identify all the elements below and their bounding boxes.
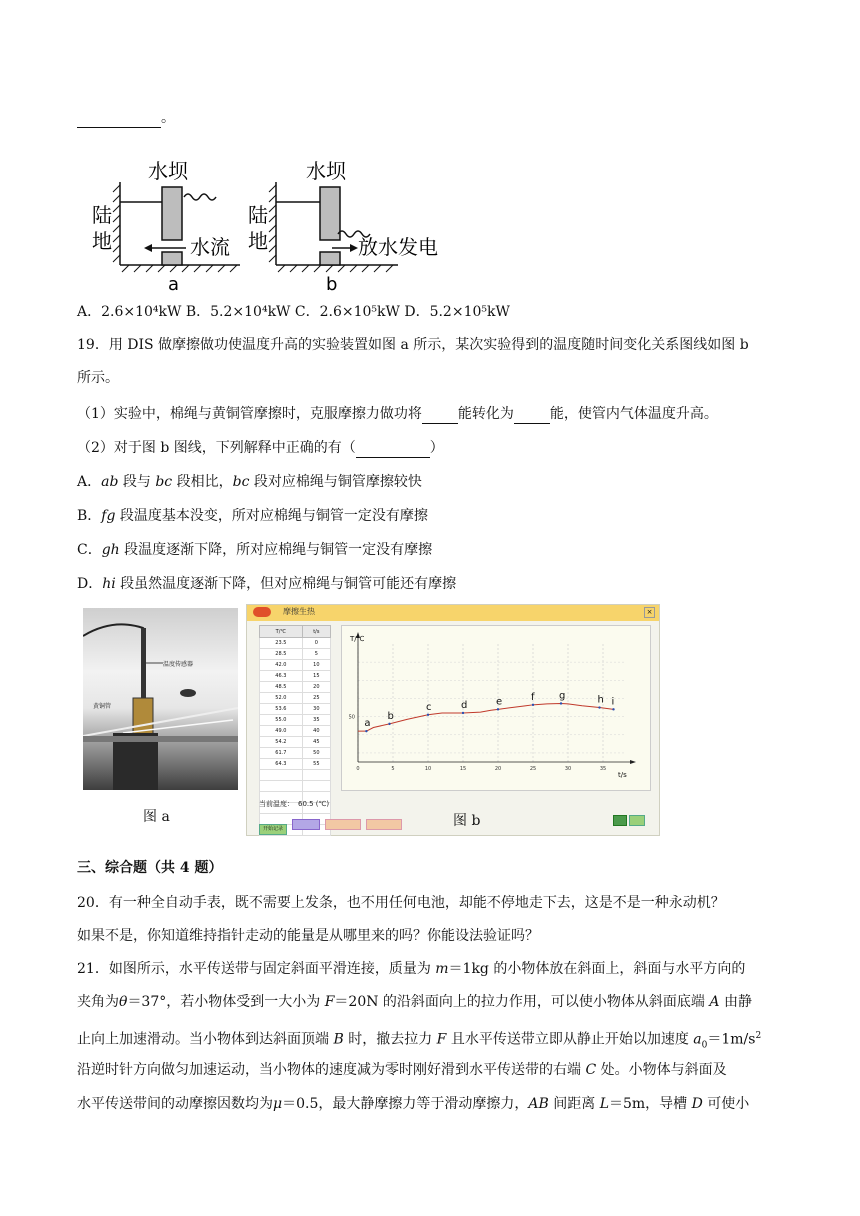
table-header: T/℃ xyxy=(260,626,303,638)
table-cell xyxy=(302,770,330,781)
table-cell: 20 xyxy=(302,682,330,693)
table-row xyxy=(260,748,331,759)
point-marker xyxy=(497,708,499,710)
q21-line4: 沿逆时针方向做匀加速运动，当小物体的速度减为零时刚好滑到水平传送带的右端 C 处。小物体与斜面及 xyxy=(77,1062,727,1078)
window-title: 摩擦生热 xyxy=(283,607,315,616)
table-cell: 46.3 xyxy=(260,671,303,682)
dam-label-b: 水坝 xyxy=(306,159,346,183)
dis-software-window xyxy=(246,604,660,836)
camera-button[interactable] xyxy=(613,815,627,826)
table-cell: 50 xyxy=(302,748,330,759)
view-button[interactable] xyxy=(629,815,645,826)
table-row xyxy=(260,682,331,693)
flow-label-b: 放水发电 xyxy=(358,235,438,259)
x-axis-label: t/s xyxy=(618,771,627,779)
temperature-line xyxy=(358,703,614,731)
stop-record-button[interactable] xyxy=(292,819,320,830)
q21-line3: 止向上加速滑动。当小物体到达斜面顶端 B 时，撤去拉力 F 且水平传送带立即从静止开始以加速度 $a_0=1m/s^2$ xyxy=(77,1031,762,1051)
temperature-chart xyxy=(342,626,650,790)
q19-option-b: B．fg 段温度基本没变，所对应棉绳与铜管一定没有摩擦 xyxy=(77,508,428,524)
point-label: f xyxy=(531,691,535,703)
table-cell: 10 xyxy=(302,660,330,671)
table-cell: 28.5 xyxy=(260,649,303,660)
point-label: b xyxy=(387,710,394,722)
table-cell: 53.6 xyxy=(260,704,303,715)
q19-option-a: A．ab 段与 bc 段相比，bc 段对应棉绳与铜管摩擦较快 xyxy=(77,474,422,490)
table-cell: 0 xyxy=(302,638,330,649)
land-label-a-char2: 地 xyxy=(92,229,112,253)
table-cell: 42.0 xyxy=(260,660,303,671)
point-label: a xyxy=(364,718,371,730)
q21-line2: 夹角为θ＝37°，若小物体受到一大小为 F＝20N 的沿斜面向上的拉力作用，可以使小物体从斜面底端 A 由静 xyxy=(77,994,752,1010)
table-row xyxy=(260,726,331,737)
point-marker xyxy=(560,702,562,704)
current-temperature xyxy=(259,799,329,809)
q19-sub1: （1）实验中，棉绳与黄铜管摩擦时，克服摩擦力做功将 能转化为 能，使管内气体温度升高。 xyxy=(77,406,718,422)
point-label: c xyxy=(426,701,432,713)
app-logo xyxy=(253,607,271,617)
flow-label-a: 水流 xyxy=(190,235,230,259)
table-row xyxy=(260,671,331,682)
point-marker xyxy=(365,730,367,732)
apparatus-photo xyxy=(83,608,238,790)
point-label: g xyxy=(559,690,566,702)
dam-figure xyxy=(80,152,460,297)
table-cell: 40 xyxy=(302,726,330,737)
table-cell: 35 xyxy=(302,715,330,726)
table-cell xyxy=(260,770,303,781)
answer-blank xyxy=(77,109,161,128)
table-row xyxy=(260,737,331,748)
point-marker xyxy=(598,706,600,708)
answer-blank xyxy=(514,407,550,424)
dam-panel-a xyxy=(92,159,240,295)
table-cell: 61.7 xyxy=(260,748,303,759)
table-row xyxy=(260,660,331,671)
table-cell: 25 xyxy=(302,693,330,704)
option-button-2[interactable] xyxy=(366,819,402,830)
q19-sub2: （2）对于图 b 图线，下列解释中正确的有（ ） xyxy=(77,440,444,456)
table-cell: 45 xyxy=(302,737,330,748)
table-header: t/s xyxy=(302,626,330,638)
dam-panel-b xyxy=(248,159,438,295)
point-label: d xyxy=(461,699,468,711)
figure-a-caption: 图 a xyxy=(143,809,170,825)
start-record-button[interactable]: 开始记录 xyxy=(259,824,287,835)
table-row xyxy=(260,649,331,660)
land-label-b-char1: 陆 xyxy=(248,203,268,227)
table-cell: 55 xyxy=(302,759,330,770)
point-marker xyxy=(427,714,429,716)
answer-blank xyxy=(356,441,430,458)
land-label-b-char2: 地 xyxy=(248,229,268,253)
table-row xyxy=(260,715,331,726)
point-marker xyxy=(532,704,534,706)
table-cell: 52.0 xyxy=(260,693,303,704)
x-tick-label: 15 xyxy=(459,766,467,772)
table-cell xyxy=(260,781,303,792)
y-tick-label: 50 xyxy=(348,714,355,721)
x-tick-label: 30 xyxy=(564,766,572,772)
table-row xyxy=(260,693,331,704)
q19-line1: 19．用 DIS 做摩擦做功使温度升高的实验装置如图 a 所示，某次实验得到的温度随时间变化关系图线如图 b xyxy=(77,337,749,353)
q19-option-c: C．gh 段温度逐渐下降，所对应棉绳与铜管一定没有摩擦 xyxy=(77,542,433,558)
point-label: i xyxy=(611,696,615,708)
q21-line1: 21．如图所示，水平传送带与固定斜面平滑连接，质量为 m＝1kg 的小物体放在斜面上，斜面与水平方向的 xyxy=(77,961,746,977)
x-tick-label: 35 xyxy=(599,766,607,772)
close-icon[interactable]: × xyxy=(644,607,655,618)
apparatus-drawing xyxy=(83,608,238,790)
x-tick-label: 25 xyxy=(529,766,537,772)
table-row-empty xyxy=(260,781,331,792)
tube-label: 黄铜管 xyxy=(93,703,112,710)
table-cell: 64.3 xyxy=(260,759,303,770)
table-row xyxy=(260,704,331,715)
point-marker xyxy=(462,712,464,714)
option-button-1[interactable] xyxy=(325,819,361,830)
current-temp-value: 60.5 (℃) xyxy=(298,800,330,808)
point-label: e xyxy=(496,696,503,708)
x-tick-label: 0 xyxy=(356,766,360,772)
sensor-label: 温度传感器 xyxy=(163,661,194,668)
caption-a: a xyxy=(168,274,180,295)
answer-blank xyxy=(422,407,458,424)
table-row-empty xyxy=(260,770,331,781)
x-tick-label: 20 xyxy=(494,766,502,772)
chart-area xyxy=(341,625,651,791)
figure-b-caption: 图 b xyxy=(453,813,481,829)
table-cell: 55.0 xyxy=(260,715,303,726)
section-3-title: 三、综合题（共 4 题） xyxy=(77,860,223,876)
table-cell: 30 xyxy=(302,704,330,715)
table-cell: 54.2 xyxy=(260,737,303,748)
point-marker xyxy=(388,723,390,725)
q18-answer-blank-line xyxy=(77,108,175,128)
table-cell xyxy=(302,781,330,792)
table-row xyxy=(260,759,331,770)
table-cell: 23.5 xyxy=(260,638,303,649)
q20-line2: 如果不是，你知道维持指针走动的能量是从哪里来的吗？你能设法验证吗？ xyxy=(77,928,539,944)
table-row xyxy=(260,638,331,649)
q19-line2: 所示。 xyxy=(77,370,119,386)
table-cell: 48.5 xyxy=(260,682,303,693)
q18-options: A．2.6×10⁴kW B．5.2×10⁴kW C．2.6×10⁵kW D．5.2×10⁵kW xyxy=(77,304,510,320)
table-cell: 5 xyxy=(302,649,330,660)
q18-period: 。 xyxy=(161,110,175,126)
table-cell: 15 xyxy=(302,671,330,682)
q19-option-d: D．hi 段虽然温度逐渐下降，但对应棉绳与铜管可能还有摩擦 xyxy=(77,576,457,592)
x-tick-label: 10 xyxy=(424,766,432,772)
current-temp-label: 当前温度： xyxy=(259,800,294,808)
control-bar xyxy=(259,815,402,835)
q21-line5: 水平传送带间的动摩擦因数均为μ＝0.5，最大静摩擦力等于滑动摩擦力，AB 间距离 L＝5m，导槽 D 可使小 xyxy=(77,1096,750,1112)
table-cell: 49.0 xyxy=(260,726,303,737)
caption-b: b xyxy=(326,274,338,295)
q20-line1: 20．有一种全自动手表，既不需要上发条，也不用任何电池，却能不停地走下去，这是不是一种永动机？ xyxy=(77,895,725,911)
x-axis-arrow xyxy=(630,760,636,764)
point-marker xyxy=(612,708,614,710)
x-tick-label: 5 xyxy=(391,766,395,772)
land-label-a-char1: 陆 xyxy=(92,203,112,227)
point-label: h xyxy=(597,694,604,706)
window-titlebar xyxy=(247,605,659,621)
y-axis-label: T/℃ xyxy=(350,635,365,643)
dam-label-a: 水坝 xyxy=(148,159,188,183)
